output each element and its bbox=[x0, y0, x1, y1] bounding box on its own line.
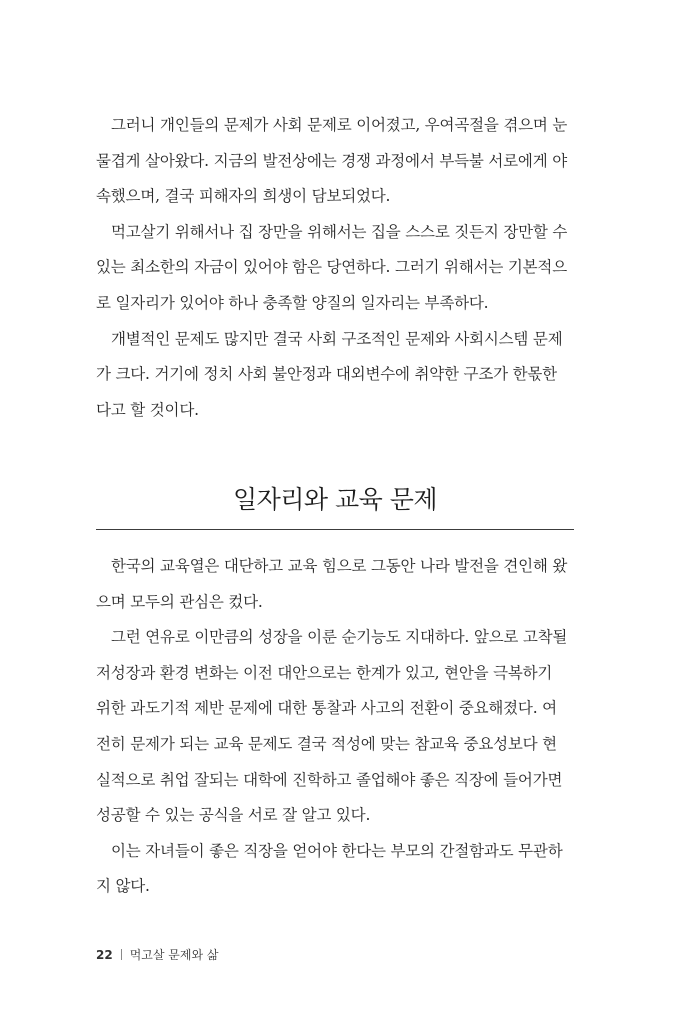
paragraph: 그러니 개인들의 문제가 사회 문제로 이어졌고, 우여곡절을 겪으며 눈 물겹게 살아왔다. 지금의 발전상에는 경쟁 과정에서 부득불 서로에게 야 속했으며, 결국 피해자의 희생이 담보되었다. bbox=[96, 116, 568, 206]
paragraph: 그런 연유로 이만큼의 성장을 이룬 순기능도 지대하다. 앞으로 고착될 저성장과 환경 변화는 이전 대안으로는 한계가 있고, 현안을 극복하기 위한 과도기적 제반 문제에 대한 통찰과 사고의 전환이 중요해졌다. 여 전히 문제가 되는 교육 문제도 결국 적성에 맞는 참교육 중요성보다 현 실적으로 취업 잘되는 대학에 진학하고 졸업해야 좋은 직장에 들어가면 성공할 수 있는 공식을 서로 잘 알고 있다. bbox=[96, 628, 568, 825]
page-footer bbox=[96, 946, 218, 964]
section-divider bbox=[96, 529, 574, 530]
section-heading: 일자리와 교육 문제 bbox=[232, 485, 438, 514]
book-title: 먹고살 문제와 삶 bbox=[129, 948, 219, 962]
section-text-block bbox=[96, 549, 574, 905]
footer-separator bbox=[121, 949, 122, 960]
page-number: 22 bbox=[96, 948, 113, 962]
paragraph: 개별적인 문제도 많지만 결국 사회 구조적인 문제와 사회시스템 문제 가 크다. 거기에 정치 사회 불안정과 대외변수에 취약한 구조가 한몫한 다고 할 것이다. bbox=[96, 329, 563, 419]
paragraph: 이는 자녀들이 좋은 직장을 얻어야 한다는 부모의 간절함과도 무관하 지 않다. bbox=[96, 841, 563, 896]
paragraph: 한국의 교육열은 대단하고 교육 힘으로 그동안 나라 발전을 견인해 왔 으며 모두의 관심은 컸다. bbox=[96, 557, 568, 611]
intro-text-block bbox=[96, 108, 574, 428]
paragraph: 먹고살기 위해서나 집 장만을 위해서는 집을 스스로 짓든지 장만할 수 있는 최소한의 자금이 있어야 함은 당연하다. 그러기 위해서는 기본적으 로 일자리가 있어야 하나 충족할 양질의 일자리는 부족하다. bbox=[96, 222, 568, 312]
